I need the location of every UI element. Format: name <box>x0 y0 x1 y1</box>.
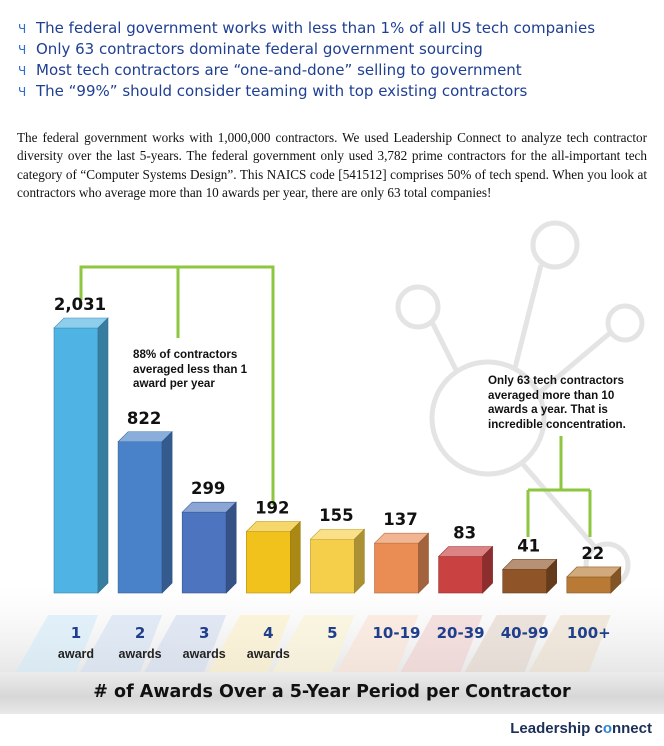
x-axis-title: # of Awards Over a 5-Year Period per Contractor <box>93 682 571 702</box>
value-label: 22 <box>581 543 605 563</box>
category-label: 5 <box>327 624 338 642</box>
intro-paragraph: The federal government works with 1,000,000 contractors. We used Leadership Connect to analyze tech contractor diversity over the last 5-years. The federal government only used 3,782 prime contractors for the all-important tech category of “Computer Systems Design”. This NAICS code [541512] comprises 50% of tech spend. When you look at contractors who average more than 10 awards per year, there are only 63 total companies! <box>17 130 647 201</box>
category-label: 2 <box>134 624 146 642</box>
bar <box>375 533 429 593</box>
category-label: 3 <box>198 624 210 642</box>
category-sublabel: awards <box>246 647 290 661</box>
bullet-text: Most tech contractors are “one-and-done” selling to government <box>36 61 522 79</box>
category-label: 1 <box>70 624 82 642</box>
value-label: 155 <box>319 506 354 526</box>
bar-front <box>182 512 226 593</box>
category-sublabel: awards <box>118 647 162 661</box>
bullet-text: Only 63 contractors dominate federal government sourcing <box>36 40 483 58</box>
bullet-icon: Ч <box>18 43 27 57</box>
bar-front <box>375 543 419 593</box>
bullet-icon: Ч <box>18 64 27 78</box>
bar <box>567 567 621 593</box>
bar-side <box>98 318 108 593</box>
value-label: 83 <box>453 523 477 543</box>
annotation-right: Only 63 tech contractors averaged more than 10 awards a year. That is incredible concentration. <box>488 374 626 431</box>
bar <box>439 546 493 593</box>
logo-o-mark: o <box>602 720 612 737</box>
value-label: 822 <box>126 408 162 428</box>
category-sublabel: awards <box>182 647 226 661</box>
bullet-text: The “99%” should consider teaming with top existing contractors <box>36 82 528 100</box>
value-label: 299 <box>190 479 226 499</box>
bar-side <box>419 533 429 593</box>
bar-side <box>226 502 236 593</box>
bar-front <box>246 532 290 593</box>
bullet-text: The federal government works with less than 1% of all US tech companies <box>36 19 596 37</box>
bar-front <box>118 442 162 593</box>
right-bracket <box>528 436 590 537</box>
bar-side <box>354 529 364 593</box>
bar-front <box>310 539 354 593</box>
bar-front <box>567 577 611 593</box>
bar-front <box>439 556 483 593</box>
bullet-icon: Ч <box>18 22 27 36</box>
bar-side <box>290 522 300 593</box>
bar <box>246 522 300 593</box>
category-label: 4 <box>263 624 274 642</box>
category-label: 40-99 <box>500 624 549 642</box>
bar-side <box>162 432 172 593</box>
category-label: 100+ <box>566 624 611 642</box>
category-label: 20-39 <box>436 624 485 642</box>
bar-front <box>54 328 98 593</box>
bar <box>310 529 364 593</box>
value-label: 192 <box>255 498 290 518</box>
category-label: 10-19 <box>372 624 421 642</box>
logo-text-b: nnect <box>611 720 652 737</box>
bullet-icon: Ч <box>18 85 27 99</box>
bar <box>182 502 236 593</box>
value-label: 2,031 <box>53 295 107 314</box>
annotation-left: 88% of contractors averaged less than 1 award per year <box>133 348 248 390</box>
value-label: 41 <box>517 536 541 556</box>
value-label: 137 <box>383 510 418 530</box>
bar <box>503 559 557 593</box>
bar-front <box>503 569 547 593</box>
leadership-connect-logo <box>510 717 652 741</box>
category-sublabel: award <box>57 647 95 661</box>
bar <box>54 318 108 593</box>
bar <box>118 432 172 593</box>
logo-text-a: Leadership c <box>510 720 603 737</box>
